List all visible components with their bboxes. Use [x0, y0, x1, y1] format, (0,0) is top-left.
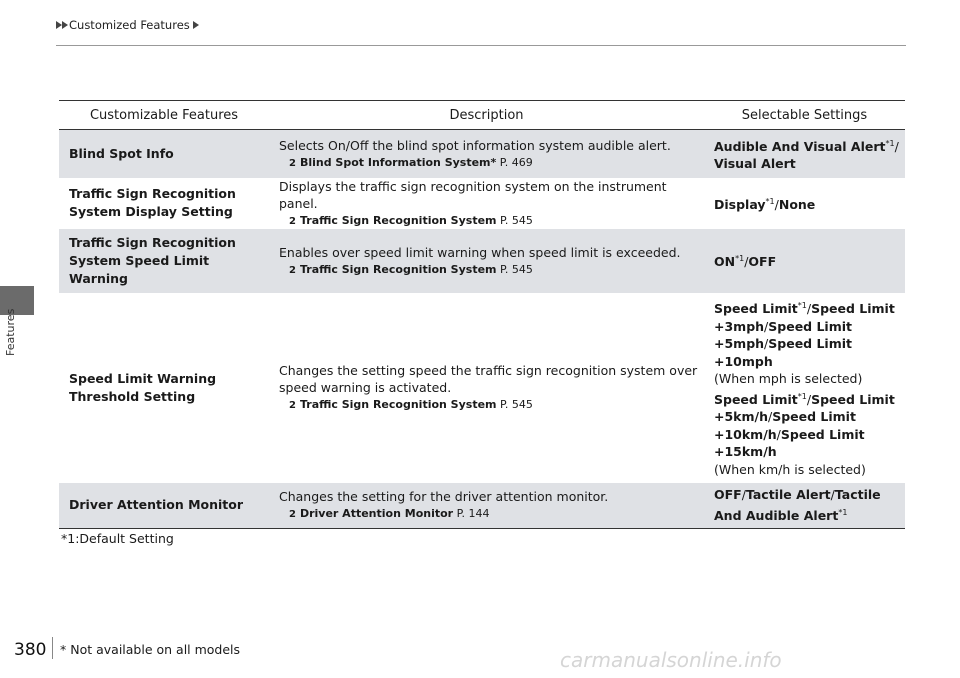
setting-option: Speed Limit +3mph: [714, 301, 895, 334]
setting-option: Visual Alert: [714, 156, 796, 172]
setting-option: /: [764, 336, 769, 351]
reference-page: P. 545: [496, 213, 533, 227]
description-text: Displays the traffic sign recognition system on the instrument panel.: [279, 178, 667, 211]
header-selectable-settings: Selectable Settings: [704, 101, 905, 130]
setting-option: Speed Limit: [714, 391, 798, 407]
setting-option: Audible And Visual Alert: [714, 138, 886, 154]
setting-option: OFF: [714, 487, 742, 503]
selectable-settings: [714, 486, 899, 524]
feature-name: Speed Limit Warning Threshold Setting: [69, 370, 217, 404]
reference-title: Traffic Sign Recognition System: [299, 398, 497, 411]
table-header-row: [59, 101, 905, 130]
breadcrumb[interactable]: [56, 18, 200, 32]
table-row: [59, 293, 905, 483]
setting-option: /: [830, 487, 835, 503]
customizable-features-table: [59, 100, 905, 529]
table-row: [59, 178, 905, 229]
setting-option: /: [806, 391, 812, 407]
default-marker: *1: [797, 391, 807, 401]
header-description: Description: [269, 101, 704, 130]
setting-option: /: [774, 196, 779, 212]
setting-option: Tactile Alert: [745, 487, 831, 503]
setting-option: Speed Limit: [714, 301, 798, 316]
reference-arrow-icon: 2: [289, 400, 296, 411]
breadcrumb-arrow-icon: [62, 21, 68, 29]
page-reference-link[interactable]: [279, 213, 698, 229]
selectable-settings: [714, 135, 899, 173]
description-text: Enables over speed limit warning when speed limit is exceeded.: [279, 244, 681, 260]
settings-cell: [704, 229, 905, 293]
description-cell: [269, 130, 704, 178]
setting-option: /: [767, 409, 773, 425]
reference-page: P. 545: [496, 262, 533, 276]
setting-option: /: [776, 426, 781, 442]
selectable-settings: [714, 297, 899, 478]
reference-page: P. 545: [496, 398, 533, 411]
setting-option: /: [894, 138, 899, 154]
setting-option: Speed Limit +10km/h: [714, 409, 856, 442]
settings-cell: [704, 293, 905, 483]
feature-cell: [59, 293, 269, 483]
page-number: 380: [14, 640, 47, 660]
description-cell: [269, 483, 704, 529]
footer-divider: [52, 637, 53, 659]
description-cell: [269, 178, 704, 229]
setting-option: None: [778, 196, 816, 212]
setting-option: OFF: [748, 254, 777, 270]
header-customizable-features: Customizable Features: [59, 101, 269, 130]
default-marker: *1: [797, 300, 807, 310]
page-reference-link[interactable]: [279, 262, 698, 278]
setting-option: /: [764, 318, 769, 334]
reference-page: P. 144: [453, 507, 490, 521]
breadcrumb-label[interactable]: Customized Features: [69, 18, 190, 32]
reference-arrow-icon: 2: [289, 509, 296, 521]
setting-option: (When mph is selected): [714, 371, 863, 386]
reference-arrow-icon: 2: [289, 264, 296, 276]
default-marker: *1: [885, 138, 895, 148]
setting-option: Tactile And Audible Alert: [714, 487, 881, 523]
reference-page: P. 469: [496, 155, 533, 169]
settings-cell: [704, 130, 905, 178]
reference-title: Blind Spot Information System: [299, 155, 491, 169]
settings-cell: [704, 483, 905, 529]
section-side-label: Features: [4, 308, 17, 356]
feature-cell: [59, 178, 269, 229]
feature-cell: [59, 130, 269, 178]
header-divider: [56, 45, 906, 46]
reference-asterisk: *: [490, 155, 497, 169]
default-marker: *1: [765, 196, 775, 206]
table-row: [59, 483, 905, 529]
setting-option: ON: [714, 254, 736, 270]
setting-option: /: [741, 487, 746, 503]
breadcrumb-arrow-icon: [193, 21, 199, 29]
page-reference-link[interactable]: [279, 155, 698, 171]
feature-name: Traffic Sign Recognition System Speed Limit Warning: [69, 234, 236, 286]
default-marker: *1: [735, 254, 745, 264]
feature-cell: [59, 229, 269, 293]
description-text: Changes the setting speed the traffic sign recognition system over speed warning is activated.: [279, 363, 698, 395]
setting-option: Speed Limit +10mph: [714, 336, 853, 369]
reference-title: Driver Attention Monitor: [299, 507, 454, 521]
setting-option: Speed Limit +5km/h: [714, 391, 895, 425]
table-row: [59, 130, 905, 178]
reference-arrow-icon: 2: [289, 215, 296, 227]
setting-option: Display: [714, 196, 766, 212]
page-reference-link[interactable]: [279, 506, 698, 522]
reference-arrow-icon: 2: [289, 157, 296, 169]
watermark: carmanualsonline.info: [560, 648, 782, 672]
setting-option: Speed Limit +15km/h: [714, 426, 865, 460]
description-cell: [269, 293, 704, 483]
reference-title: Traffic Sign Recognition System: [299, 262, 497, 276]
feature-name: Blind Spot Info: [69, 145, 174, 161]
page-reference-link[interactable]: [279, 397, 698, 413]
table-row: [59, 229, 905, 293]
feature-cell: [59, 483, 269, 529]
setting-option: Speed Limit +5mph: [714, 318, 853, 351]
reference-title: Traffic Sign Recognition System: [299, 213, 497, 227]
description-text: Selects On/Off the blind spot information system audible alert.: [279, 137, 671, 153]
feature-name: Driver Attention Monitor: [69, 497, 244, 513]
description-cell: [269, 229, 704, 293]
selectable-settings: [714, 250, 899, 271]
default-marker: *1: [838, 507, 848, 517]
feature-name: Traffic Sign Recognition System Display Setting: [69, 186, 236, 219]
selectable-settings: [714, 193, 899, 214]
setting-option: /: [744, 254, 749, 270]
setting-option: (When km/h is selected): [714, 461, 866, 477]
settings-cell: [704, 178, 905, 229]
default-setting-footnote: *1:Default Setting: [61, 531, 174, 546]
setting-option: /: [806, 301, 812, 316]
availability-note: * Not available on all models: [60, 642, 241, 657]
description-text: Changes the setting for the driver attention monitor.: [279, 489, 609, 505]
